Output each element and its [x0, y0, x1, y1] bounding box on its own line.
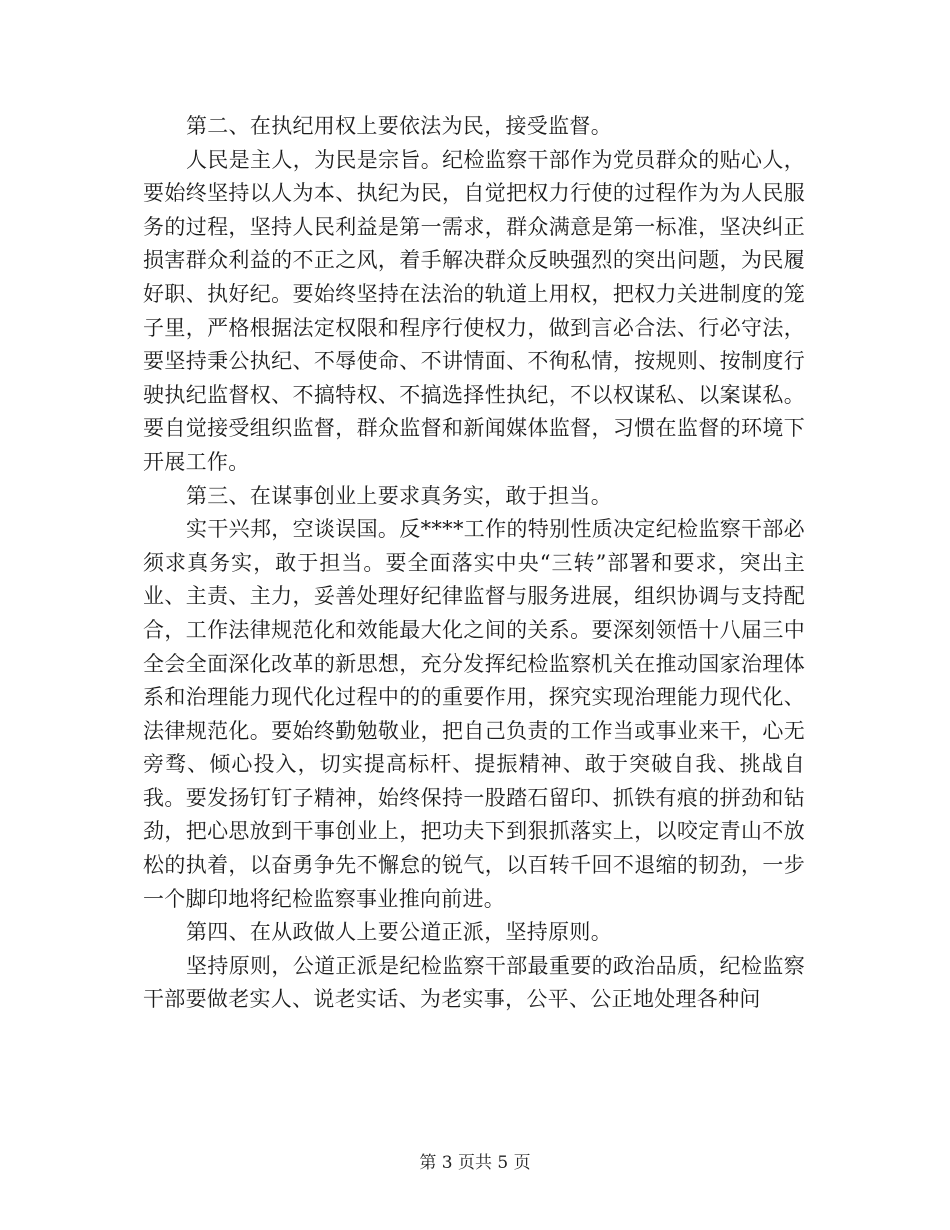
body-paragraph: 坚持原则，公道正派是纪检监察干部最重要的政治品质，纪检监察干部要做老实人、说老实话、为老实事，公平、公正地处理各种问 [143, 953, 805, 1012]
section-heading-2: 第二、在执纪用权上要依法为民，接受监督。 [186, 114, 612, 138]
section-heading-4: 第四、在从政做人上要公道正派，坚持原则。 [186, 920, 612, 945]
document-body [143, 110, 805, 1017]
section-heading-3: 第三、在谋事创业上要求真务实，敢于担当。 [186, 483, 612, 508]
body-paragraph: 人民是主人，为民是宗旨。纪检监察干部作为党员群众的贴心人，要始终坚持以人为本、执纪为民，自觉把权力行使的过程作为为人民服务的过程，坚持人民利益是第一需求，群众满意是第一标准，坚决纠正损害群众利益的不正之风，着手解决群众反映强烈的突出问题，为民履好职、执好纪。要始终坚持在法治的轨道上用权，把权力关进制度的笼子里，严格根据法定权限和程序行使权力，做到言必合法、行必守法，要坚持秉公执纪、不辱使命、不讲情面、不徇私情，按规则、按制度行驶执纪监督权、不搞特权、不搞选择性执纪，不以权谋私、以案谋私。要自觉接受组织监督，群众监督和新闻媒体监督，习惯在监督的环境下开展工作。 [143, 147, 805, 474]
page-number-footer: 第 3 页共 5 页 [419, 1153, 531, 1173]
body-paragraph: 实干兴邦，空谈误国。反****工作的特别性质决定纪检监察干部必须求真务实，敢于担当。要全面落实中央“三转”部署和要求，突出主业、主责、主力，妥善处理好纪律监督与服务进展，组织协调与支持配合，工作法律规范化和效能最大化之间的关系。要深刻领悟十八届三中全会全面深化改革的新思想，充分发挥纪检监察机关在推动国家治理体系和治理能力现代化过程中的的重要作用，探究实现治理能力现代化、法律规范化。要始终勤勉敬业，把自己负责的工作当或事业来干，心无旁骛、倾心投入，切实提高标杆、提振精神、敢于突破自我、挑战自我。要发扬钉钉子精神，始终保持一股踏石留印、抓铁有痕的拼劲和钻劲，把心思放到干事创业上，把功夫下到狠抓落实上，以咬定青山不放松的执着，以奋勇争先不懈怠的锐气，以百转千回不退缩的韧劲，一步一个脚印地将纪检监察事业推向前进。 [143, 517, 805, 911]
